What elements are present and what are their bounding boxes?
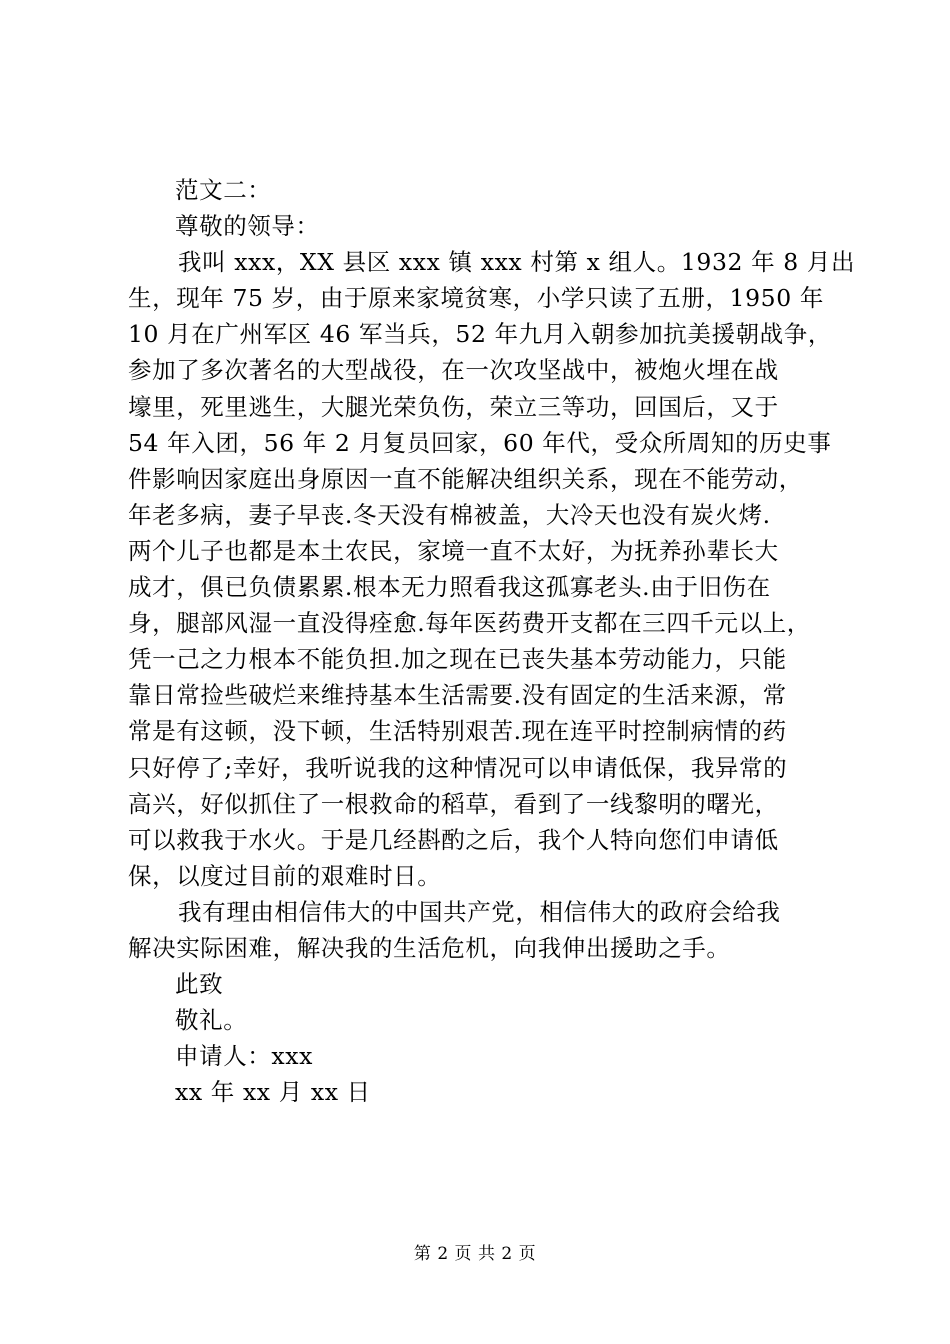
paragraph-1 bbox=[128, 244, 856, 894]
letter-salutation: 尊敬的领导： bbox=[175, 212, 320, 241]
paragraph-line: 保，以度过目前的艰难时日。 bbox=[128, 861, 442, 890]
paragraph-line: 只好停了;幸好，我听说我的这种情况可以申请低保，我异常的 bbox=[128, 753, 788, 782]
closing-salute: 敬礼。 bbox=[175, 1006, 248, 1035]
letter-body bbox=[128, 172, 856, 1110]
paragraph-line: 解决实际困难，解决我的生活危机，向我伸出援助之手。 bbox=[128, 933, 731, 962]
letter-heading: 范文二： bbox=[175, 176, 272, 204]
paragraph-line: 身，腿部风湿一直没得痊愈.每年医药费开支都在三四千元以上， bbox=[128, 609, 811, 638]
paragraph-line: 年老多病，妻子早丧.冬天没有棉被盖，大冷天也没有炭火烤. bbox=[128, 500, 771, 529]
paragraph-line: 生，现年 75 岁，由于原来家境贫寒，小学只读了五册，1950 年 bbox=[128, 284, 824, 313]
paragraph-line: 可以救我于水火。于是几经斟酌之后，我个人特向您们申请低 bbox=[128, 825, 779, 854]
paragraph-line: 我叫 xxx，XX 县区 xxx 镇 xxx 村第 x 组人。1932 年 8 月出 bbox=[178, 248, 856, 277]
paragraph-line: 我有理由相信伟大的中国共产党，相信伟大的政府会给我 bbox=[178, 897, 781, 926]
applicant-signature: 申请人：xxx bbox=[175, 1042, 313, 1071]
paragraph-line: 10 月在广州军区 46 军当兵，52 年九月入朝参加抗美援朝战争， bbox=[128, 320, 832, 349]
paragraph-line: 凭一己之力根本不能负担.加之现在已丧失基本劳动能力，只能 bbox=[128, 645, 787, 674]
paragraph-line: 常是有这顿，没下顿，生活特别艰苦.现在连平时控制病情的药 bbox=[128, 717, 787, 746]
page-footer: 第 2 页 共 2 页 bbox=[413, 1244, 537, 1264]
paragraph-line: 成才，俱已负债累累.根本无力照看我这孤寡老头.由于旧伤在 bbox=[128, 573, 771, 602]
paragraph-line: 两个儿子也都是本土农民，家境一直不太好，为抚养孙辈长大 bbox=[128, 536, 779, 565]
paragraph-line: 件影响因家庭出身原因一直不能解决组织关系，现在不能劳动， bbox=[128, 464, 803, 493]
paragraph-line: 参加了多次著名的大型战役，在一次攻坚战中，被炮火埋在战 bbox=[128, 356, 779, 385]
paragraph-line: 54 年入团，56 年 2 月复员回家，60 年代，受众所周知的历史事 bbox=[128, 428, 832, 457]
letter-date: xx 年 xx 月 xx 日 bbox=[175, 1078, 371, 1107]
paragraph-line: 靠日常捡些破烂来维持基本生活需要.没有固定的生活来源，常 bbox=[128, 681, 787, 710]
paragraph-2 bbox=[128, 894, 840, 966]
paragraph-line: 高兴，好似抓住了一根救命的稻草，看到了一线黎明的曙光， bbox=[128, 789, 779, 818]
closing-greeting: 此致 bbox=[175, 970, 224, 999]
paragraph-line: 壕里，死里逃生，大腿光荣负伤，荣立三等功，回国后，又于 bbox=[128, 392, 779, 421]
